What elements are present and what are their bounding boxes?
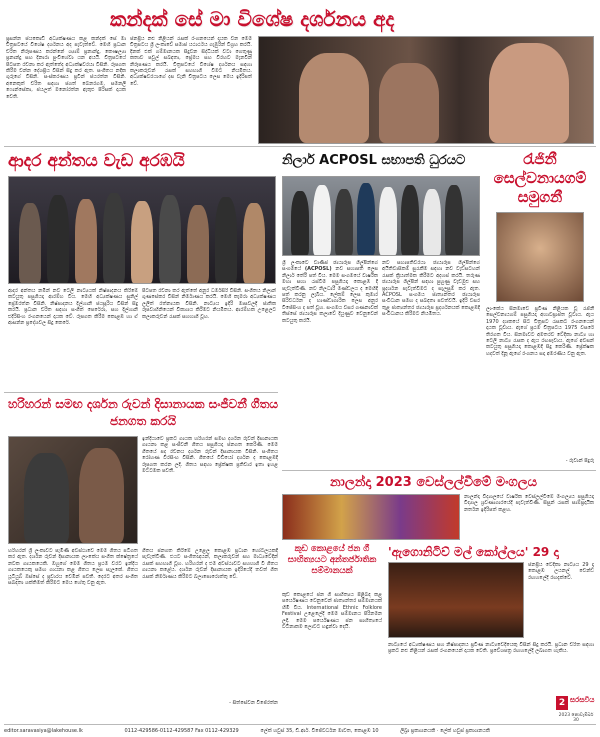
article-adara-col2: පිටපත රචනා කර ඇත්තේ අනුර ධර්මසිරි විසිනි. සංගීතය නිලාන් ගුණසේකර විසින් නිර්මාණය කරයි. මෙහි කැමරා අධ්‍යක්ෂණය ලලිත් රත්නායක විසිනි. නාට්‍යය ඉදිරි මාසවලදී ජාතික රූපවාහිනියෙන් විකාශය කිරීමට නියමිතය. ආරම්භක උළෙලට කලාකරුවන් රැසක් සහභාගි වූහ. [142,288,276,320]
issue-date: 2023 නොවැම්බර් 30 [558,713,594,723]
article-top-col2: ජනප්‍රිය නළු නිළියන් රැසක් රංගනයෙන් දායක වන මෙම චිත්‍රපටය ශ්‍රී ලංකාවේ සමාජ යථාර්ථය ගැඹුරින් විග්‍රහ කරයි. දිනක් එක් ගම්මානයක සිදුවන සිද්ධියක් වටා ගෙතුණු කතාව පවුල් සබඳතා, ප්‍රේමය සහ විරහව මැනවින් නිරූපණය කරයි. චිත්‍රපටයේ විශේෂ දර්ශනය සඳහා කලාකරුවන් රැසක් සහභාගි වීමට නියමිතය. අධ්‍යක්ෂවරයාගේ දස වැනි චිත්‍රපටය ලෙස මෙය ඉදිරිපත් වේ. [130,36,252,87]
hariharan-photo [8,436,138,544]
headline-adara: ආදර අන්තය වැඩ අරඹයි [8,151,185,171]
headline-top: කන්දක් සේ මා විශේෂ දර්ශනය අද [110,7,395,31]
divider [282,470,596,471]
article-sanjeewani-col2: හරිහරන් ශ්‍රී ලංකාවට පැමිණි අවස්ථාවේ මෙම ගීතය පටිගත කර ඇත. දර්ශන රුවන් දිසානායක ලාංකේය සංගීත ක්ෂේත්‍රයේ නවක ගායකයෙකි. ඔහුගේ මෙම ගීතය ප්‍රථම වරට ඉන්දීය ගායකයෙකු සමඟ ගායනා කළ ගීතය ලෙස සැලකේ. ගීතය යූටියුබ් ඔස්සේ ද ප්‍රචාරය වෙමින් පවතී. දෙරට අතර සංගීත සබඳතා ශක්තිමත් කිරීමට මෙය හේතු වනු ඇත. [8,548,138,587]
article-nalanda: නාලන්දා විද්‍යාලයේ වාර්ෂික වෙස්ලල්වීමේ මංගල්‍යය පසුගියදා විද්‍යාල ශ්‍රවණාගාරයේදී පැවැත්විණි. සිසුන් රැසක් සාම්ප්‍රදායික නර්තන ඉදිරිපත් කළහ. [464,494,594,513]
article-agonywar-col1: ජනප්‍රිය වේදිකා නාට්‍යය 29 දා කොළඹ ලයනල් වෙන්ඩ් රඟහලේදී රඟදැක්වේ. [528,562,594,581]
article-top-col1: ප්‍රසන්න ජයකොඩි අධ්‍යක්ෂණය කළ කන්දක් සේ මා චිත්‍රපටයේ විශේෂ දර්ශනය අද පැවැත්වේ. මෙහි ප්‍රධාන චරිත නිරූපණය කරන්නේ ශ්‍යාම් ප්‍රනාන්දු, කෞෂල්‍යා ප්‍රනාන්දු සහ දිනාරා පුංචිහේවා යන අයයි. චිත්‍රපටයේ පිටපත රචනා කර ඇත්තේද අධ්‍යක්ෂවරයා විසිනි. රූපගත කිරීම චන්න දේශප්‍රිය විසින් සිදු කර ඇත. සංගීතය නදීක ගුරුගේ විසිනි. සංස්කරණය ප්‍රවීන් ජයරත්න විසිනි. අනෙකුත් චරිත සඳහා ජගත් බෙනරගම, සමනලී ෆොන්සේකා, ජයලත් මනෝරත්න ඇතුළු පිරිසක් දායක වෙති. [6,36,126,100]
headline-rajini-text: රැජිනී සෙල්වනායගම් සමුගනී [493,150,587,206]
rajini-portrait-photo [496,212,584,302]
paper-name: සරසවිය [570,696,595,704]
article-fashion: කුඩ කොළයේ ජන ගී සාහිත්‍යය පිළිබඳ කළ පර්යේෂණය වෙනුවෙන් ජාත්‍යන්තර සම්මානයක් හිමි විය. International Ethnic Folklore Festival උළෙලේදී මෙම සම්මානය පිරිනමන ලදී. මෙම පර්යේෂණය ජන සාහිත්‍යයේ වටිනාකම ලොවට හඳුන්වා දෙයි. [282,592,382,631]
footer-divider [4,724,596,725]
divider [4,392,278,393]
headline-agonywar: 'ඇගොනිටිව් මල් කෝල්ලය' 29 දා [388,545,559,559]
acposl-acronym: (ACPOSL) [304,266,332,273]
article-agonywar-col2: නාට්‍යයේ අධ්‍යක්ෂණය සහ නිෂ්පාදනය ප්‍රවීණ නාට්‍යවේදියෙකු විසින් සිදු කරයි. ප්‍රධාන චරිත සඳහා ප්‍රකට නළු නිළියන් රැසක් රංගනයෙන් දායක වෙති. ප්‍රවේශපත්‍ර රඟහලේදී ලබාගත හැකිය. [388,642,594,655]
divider [4,146,596,147]
footer-email[interactable]: editor.saravasiya@lakehouse.lk [4,728,83,734]
rajini-byline: - රුවාන් පිදුරු [565,458,594,464]
article-acposl-col1: ශ්‍රී ලංකාවේ වාණිජ ඡායාරූප ශිල්පීන්ගේ සංගමයේ (ACPOSL) නව සභාපති ලෙස නිලාර් තේරී පත් විය. මෙම සංගමයේ වාර්ෂික මහා සභා රැස්වීම පසුගියදා කොළඹ දී පැවැත්විණි. නව නිලධාරී මණ්ඩලය ද මෙහිදී පත් කරනු ලැබීය. ලේකම් ලෙස කුමාර සිරිවර්ධන ද භාණ්ඩාගාරික ලෙස අනුර විජේසිංහ ද පත් වූහ. සංගමය වසර ගණනාවක් තිස්සේ ඡායාරූප කලාවේ දියුණුව වෙනුවෙන් කටයුතු කරයි. [282,260,378,324]
article-sanjeewani-col3: ගීතය ජනගත කිරීමේ උළෙල කොළඹ ප්‍රධාන හෝටලයකදී පැවැත්විණි. එයට සංගීතඥයන්, කලාකරුවන් සහ මාධ්‍යවේදීන් රැසක් සහභාගි වූහ. හරිහරන් ද එම අවස්ථාවට සහභාගි වී ගීතය ගායනා කළේය. දර්ශන රුවන් දිසානායක ඉදිරියේදී තවත් ගීත රැසක් නිර්මාණය කිරීමට බලාපොරොත්තු වේ. [142,548,278,580]
headline-fashion: කුඩ කොළයේ ජන ගී සාහිත්‍යයට අන්තර්ජාතික සම්මානයක් [287,544,377,576]
footer-phone: 0112-429586-0112-429587 Fax 0112-429329 [124,728,239,734]
headline-sanjeewani [8,396,278,430]
article-adara-col1: ආදර අන්තය නමින් නව ටෙලි නාට්‍යයක් නිෂ්පාදනය කිරීමේ කටයුතු පසුගියදා ආරම්භ විය. මෙහි අධ්‍යක්ෂණය සුනිල් ප්‍රේමරත්න විසිනි. නිෂ්පාදනය දිල්හානි ජයසූරිය විසින් සිදු කරයි. ප්‍රධාන චරිත සඳහා සංගීත් පෙරේරා, සහ දිල්හානි එදිරිසිංහ රංගනයෙන් දායක වේ. රූපගත කිරීම කොළඹ හා ඒ ආසන්න ප්‍රදේශවල සිදු කෙරේ. [8,288,138,327]
headline-rajini [486,150,594,207]
author-credit: - සිත්සේවන විජේරත්න [229,700,278,706]
film-still-photo [258,36,594,144]
masthead-badge [556,694,596,722]
page-number: 2 [556,696,568,710]
footer-bar [4,726,596,736]
footer-address: ලේක් හවුස් 35, ඩී.ආර්. විජේවර්ධන මාවත, කොළඹ 10 [260,728,379,734]
article-rajini: ලාංකේය සිනමාවේ ප්‍රවීණ නිළියක වූ රැජිනී සෙල්වනායගම් පසුගියදා අභාවප්‍රාප්ත වූවාය. ඇය 1970 දශකයේ සිට චිත්‍රපට රැසකට රංගනයෙන් දායක වූවාය. ඇගේ ප්‍රථම චිත්‍රපටය 1975 වසරේ තිරගත විය. සිනමාවට අමතරව වේදිකා නාට්‍ය හා ටෙලි නාට්‍ය රැසක ද ඇය රඟපෑවාය. ඇගේ අවසන් කටයුතු පසුගියදා කොළඹදී සිදු කෙරිණි. ප්‍රේක්ෂක හදවත් දිනූ ඇගේ රංගනය සදා අමරණීය වනු ඇත. [486,306,594,357]
cast-group-photo [8,176,276,284]
headline-sanjeewani-text: හරිහරන් සමඟ දර්ශන රුවන් දිසානායක සංජීවනී ගීතය ජනගත කරයි [8,397,278,428]
footer-publisher: ලිබ්‍රා ප්‍රකාශනයකි · ලේක් හවුස් ප්‍රකාශනයකි [400,728,490,734]
headline-nalanda: නාලන්දා 2023 වෙස්ලල්වීමේ මංගලය [330,475,537,490]
headline-acposl: නිලාර් ACPOSL සභාපති ධුරයට [282,153,466,168]
nalanda-dance-photo [282,494,460,540]
drama-stage-photo [388,562,524,638]
acposl-group-photo [282,176,480,256]
article-sanjeewani-col1: ඉන්දියාවේ ප්‍රකට ගායක හරිහරන් සමඟ දර්ශන රුවන් දිසානායක ගායනා කළ සංජීවනී ගීතය පසුගියදා ජනගත කෙරිණි. මෙම ගීතයේ පද රචනය දර්ශන රුවන් දිසානායක විසිනි. සංගීතය රෝහණ වීරසිංහ විසිනි. ගීතයේ වීඩියෝ දර්ශන ද කොළඹදී රූපගත කරන ලදී. ගීතය සඳහා ප්‍රේක්ෂක ප්‍රතිචාර ඉතා ඉහළ මට්ටමක පවතී. [142,436,278,475]
article-acposl-col2: නව සභාපතිවරයා ඡායාරූප ශිල්පීන්ගේ අයිතිවාසිකම් සුරැකීම සඳහා නව වැඩසටහන් රැසක් ක්‍රියාත්මක කිරීමට අදහස් කරයි. තරුණ ඡායාරූප ශිල්පීන් සඳහා පුහුණු වැඩමුළු සහ ප්‍රදර්ශන පැවැත්වීමට ද සැලසුම් කර ඇත. ACPOSL සංගමය ජාත්‍යන්තර ඡායාරූප සංවිධාන සමඟ ද සබඳතා පවත්වයි. ඉදිරි වසර තුළ ජාත්‍යන්තර ඡායාරූප ප්‍රදර්ශනයක් කොළඹදී සංවිධානය කිරීමට නියමිතය. [382,260,480,318]
